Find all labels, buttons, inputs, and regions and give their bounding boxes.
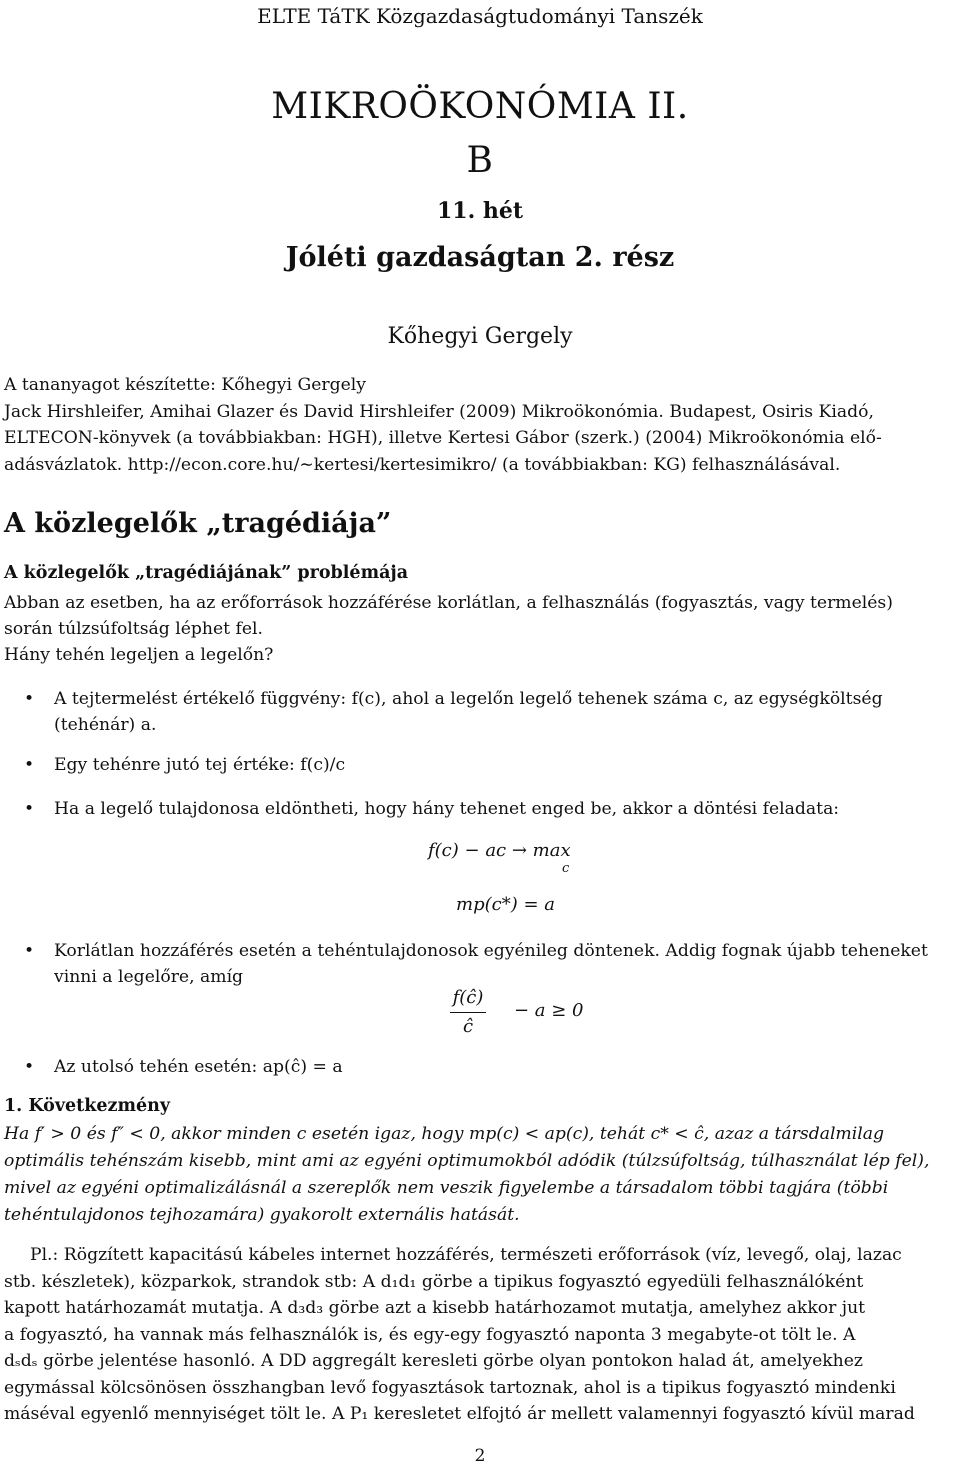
corollary-line: tehéntulajdonos tejhozamára) gyakorolt externális hatását. <box>4 1205 520 1225</box>
course-title: MIKROÖKONÓMIA II. <box>271 86 689 127</box>
list-item-line: Egy tehénre jutó tej értéke: f(c)/c <box>54 755 346 775</box>
corollary-heading: 1. Következmény <box>4 1096 170 1116</box>
corollary-text <box>4 1121 958 1229</box>
example-line: stb. készletek), közparkok, strandok stb: A d₁d₁ görbe a tipikus fogyasztó egyedüli felhasználóként <box>4 1271 864 1292</box>
reference-line: adásvázlatok. http://econ.core.hu/∼kertesi/kertesimikro/ (a továbbiakban: KG) felhasználásával. <box>4 454 841 475</box>
example-line: egymással kölcsönösen összhangban levő fogyasztások tartoznak, ahol is a tipikus fogyasztó mindenki <box>4 1377 896 1398</box>
list-item-line: Ha a legelő tulajdonosa eldöntheti, hogy hány tehenet enged be, akkor a döntési feladata: <box>54 799 840 819</box>
author-name: Kőhegyi Gergely <box>387 324 573 349</box>
bullet-icon: • <box>24 755 35 775</box>
reference-line: ELTECON-könyvek (a továbbiakban: HGH), illetve Kertesi Gábor (szerk.) (2004) Mikroökonómia elő- <box>4 428 882 448</box>
week-label: 11. hét <box>436 198 524 224</box>
objective-equation: f(c) − ac → max <box>428 840 571 861</box>
department-header: ELTE TáTK Közgazdaságtudományi Tanszék <box>257 4 703 28</box>
paragraph-line: során túlzsúfoltság léphet fel. <box>4 619 264 639</box>
subsection-title: A közlegelők „tragédiájának” problémája <box>4 563 409 583</box>
reference-line: A tananyagot készítette: Kőhegyi Gergely <box>4 375 366 395</box>
example-line: máséval egyenlő mennyiséget tölt le. A P₁ keresletet elfojtó ár mellett valamennyi fogyasztó kívül marad <box>4 1404 915 1424</box>
reference-line: Jack Hirshleifer, Amihai Glazer és David Hirshleifer (2009) Mikroökonómia. Budapest, Osiris Kiadó, <box>4 401 874 422</box>
fraction <box>450 986 486 1039</box>
intro-paragraph <box>4 590 958 642</box>
example-line: kapott határhozamát mutatja. A d₃d₃ görbe azt a kisebb határhozamot mutatja, amelyhez akkor jut <box>4 1298 866 1318</box>
fraction-numerator: f(ĉ) <box>452 987 484 1008</box>
fraction-denominator: ĉ <box>462 1016 474 1037</box>
list-item-line: A tejtermelést értékelő függvény: f(c), ahol a legelőn legelő tehenek száma c, az egységköltség <box>54 689 883 709</box>
bullet-icon: • <box>24 689 35 709</box>
bullet-icon: • <box>24 941 35 961</box>
paragraph-line: Abban az esetben, ha az erőforrások hozzáférése korlátlan, a felhasználás (fogyasztás, vagy termelés) <box>4 593 893 613</box>
list-item-line: vinni a legelőre, amíg <box>54 967 244 987</box>
corollary-line: Ha f′ > 0 és f″ < 0, akkor minden c esetén igaz, hogy mp(c) < ap(c), tehát c* < ĉ, azaz a társdalmilag <box>4 1124 884 1144</box>
page-number: 2 <box>474 1446 486 1466</box>
example-line: a fogyasztó, ha vannak más felhasználók is, és egy-egy fogyasztó naponta 3 megabyte-ot tölt le. A <box>4 1324 856 1345</box>
corollary-line: mivel az egyéni optimalizálásnál a szereplők nem veszik figyelembe a társadalom többi tagjára (többi <box>4 1178 889 1198</box>
course-group: B <box>466 140 494 181</box>
list-item-text <box>54 1054 958 1080</box>
question-line: Hány tehén legeljen a legelőn? <box>4 645 274 665</box>
section-title: A közlegelők „tragédiája” <box>4 508 392 539</box>
example-line: dₛdₛ görbe jelentése hasonló. A DD aggregált keresleti görbe olyan pontokon halad át, amelyekhez <box>4 1351 863 1371</box>
fraction-bar <box>450 1012 486 1013</box>
optimality-equation: mp(c*) = a <box>456 894 555 915</box>
example-paragraph <box>4 1242 958 1428</box>
list-item-text <box>54 686 958 738</box>
list-item-text <box>54 796 958 822</box>
bullet-icon: • <box>24 1057 35 1077</box>
lecture-subtitle: Jóléti gazdaságtan 2. rész <box>285 242 675 273</box>
list-item-line: Korlátlan hozzáférés esetén a tehéntulajdonosok egyénileg döntenek. Addig fognak újabb teheneket <box>54 941 928 961</box>
list-item-line: Az utolsó tehén esetén: ap(ĉ) = a <box>54 1057 343 1077</box>
list-item-text <box>54 752 958 778</box>
example-line: Pl.: Rögzített kapacitású kábeles internet hozzáférés, természeti erőforrások (víz, levegő, olaj, lazac <box>30 1245 902 1265</box>
corollary-line: optimális tehénszám kisebb, mint ami az egyéni optimumokból adódik (túlzsúfoltság, túlhasználat lép fel), <box>4 1151 930 1171</box>
bullet-icon: • <box>24 799 35 819</box>
list-item-text <box>54 938 958 990</box>
inequality-rest: − a ≥ 0 <box>514 1000 584 1021</box>
list-item-line: (tehénár) a. <box>54 715 157 735</box>
max-subscript: c <box>562 861 570 876</box>
references-block <box>4 372 958 478</box>
